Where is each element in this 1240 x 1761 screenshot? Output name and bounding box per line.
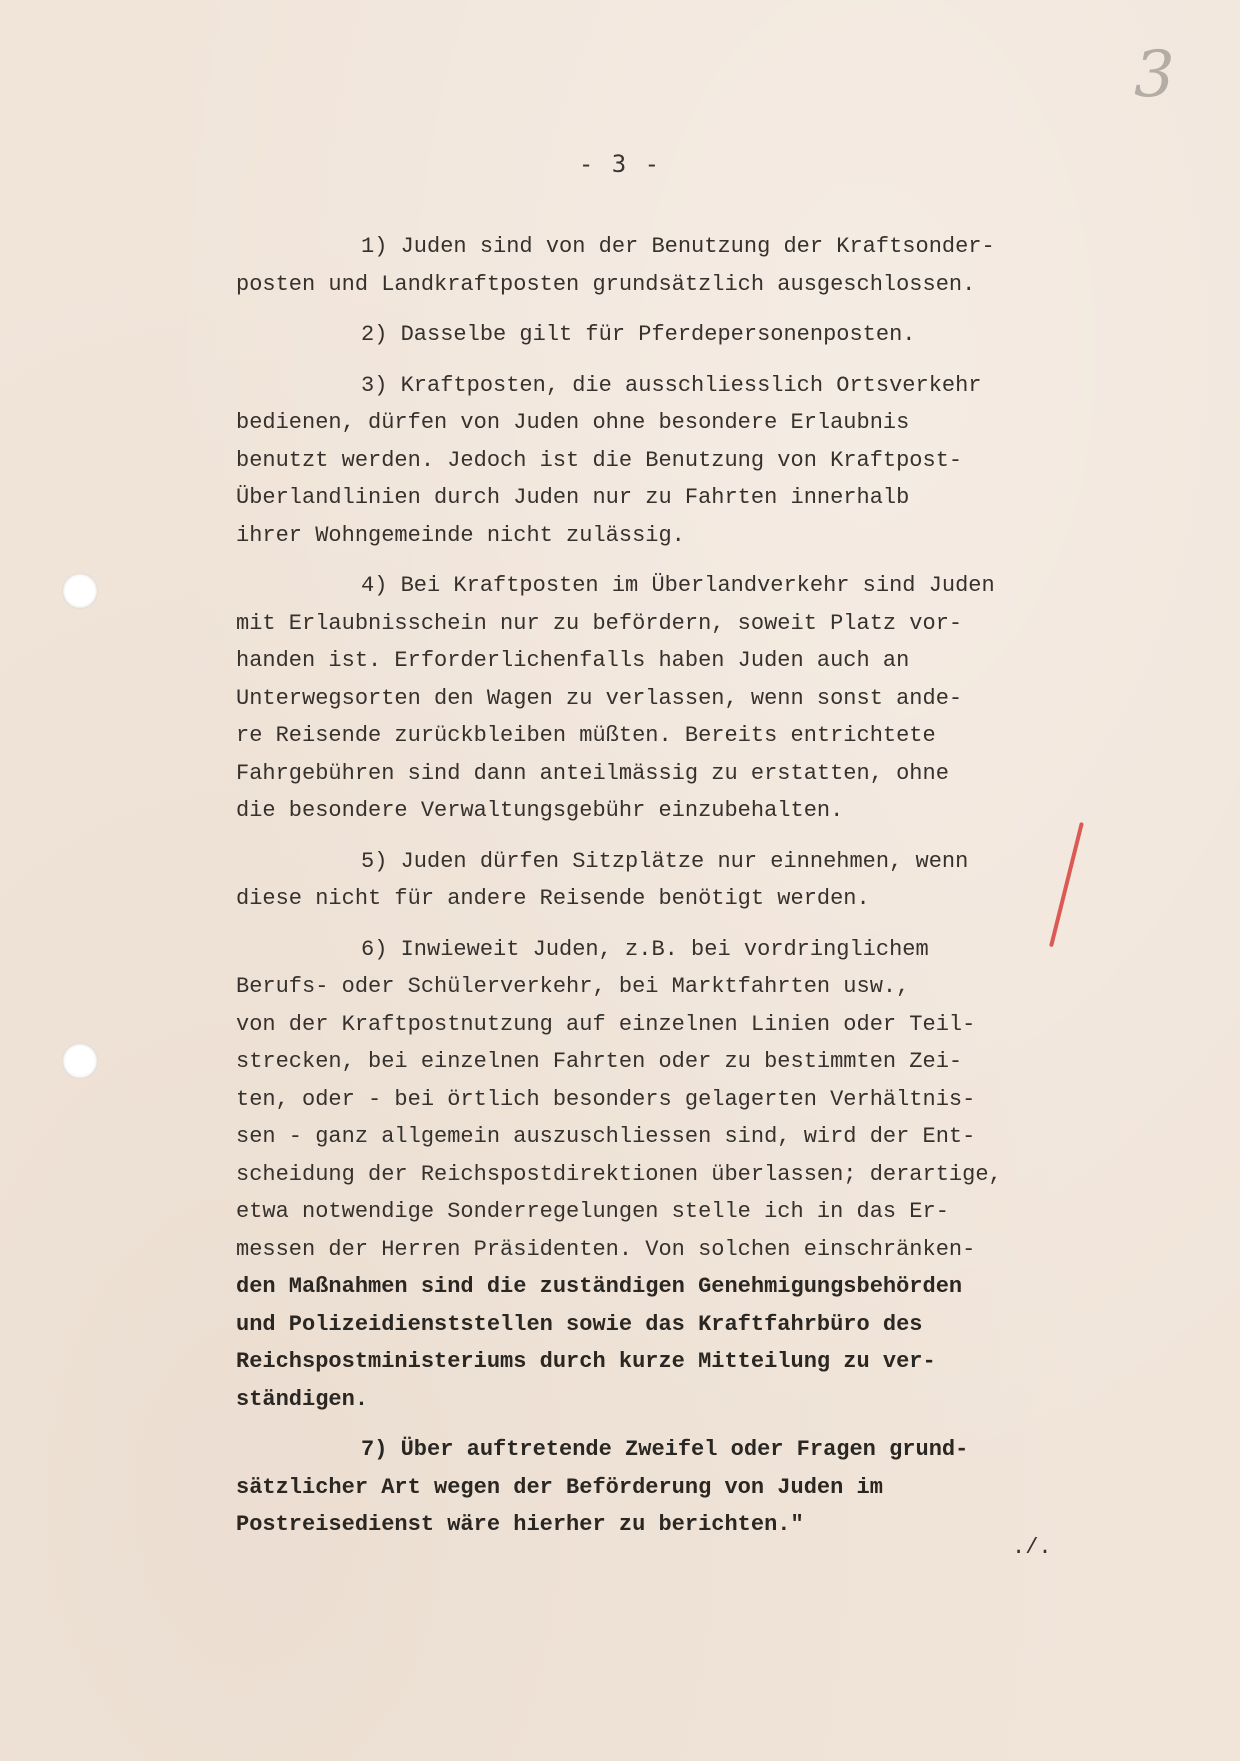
text-line: ihrer Wohngemeinde nicht zulässig.: [236, 522, 685, 548]
text-line: Fahrgebühren sind dann anteilmässig zu erstatten, ohne: [236, 760, 949, 786]
paragraph-6: [236, 931, 1136, 1419]
text-line: handen ist. Erforderlichenfalls haben Juden auch an: [236, 648, 910, 673]
paragraph-4: [236, 567, 1136, 830]
paragraph-2: [236, 316, 1136, 354]
text-line: 4) Bei Kraftposten im Überlandverkehr sind Juden: [361, 573, 995, 598]
text-line: strecken, bei einzelnen Fahrten oder zu bestimmten Zei-: [236, 1049, 963, 1074]
page-number: - 3 -: [578, 150, 662, 178]
end-mark: ./.: [1012, 1535, 1052, 1560]
text-line: 3) Kraftposten, die ausschliesslich Ortsverkehr: [361, 372, 982, 398]
text-line: bedienen, dürfen von Juden ohne besondere Erlaubnis: [236, 410, 910, 435]
text-line: 6) Inwieweit Juden, z.B. bei vordringlichem: [361, 936, 929, 962]
paragraph-1: [236, 228, 1136, 303]
text-line: messen der Herren Präsidenten. Von solchen einschränken-: [236, 1236, 976, 1262]
text-line: und Polizeidienststellen sowie das Kraftfahrbüro des: [236, 1311, 923, 1337]
paragraph-3: [236, 367, 1136, 555]
document-body: [236, 228, 1136, 1557]
text-line: 5) Juden dürfen Sitzplätze nur einnehmen, wenn: [361, 848, 969, 874]
text-line: scheidung der Reichspostdirektionen überlassen; derartige,: [236, 1161, 1002, 1187]
text-line: 2) Dasselbe gilt für Pferdepersonenposten.: [361, 322, 916, 347]
text-line: etwa notwendige Sonderregelungen stelle ich in das Er-: [236, 1199, 949, 1224]
text-line: sen - ganz allgemein auszuschliessen sind, wird der Ent-: [236, 1124, 976, 1149]
text-line: die besondere Verwaltungsgebühr einzubehalten.: [236, 798, 844, 823]
text-line: Berufs- oder Schülerverkehr, bei Marktfahrten usw.,: [236, 974, 910, 999]
text-line: ten, oder - bei örtlich besonders gelagerten Verhältnis-: [236, 1086, 976, 1112]
paragraph-5: [236, 843, 1136, 918]
text-line: benutzt werden. Jedoch ist die Benutzung von Kraftpost-: [236, 447, 963, 473]
text-line: Reichspostministeriums durch kurze Mitteilung zu ver-: [236, 1349, 936, 1374]
text-line: 7) Über auftretende Zweifel oder Fragen grund-: [361, 1437, 969, 1462]
punch-hole-top: [62, 573, 98, 609]
text-line: ständigen.: [236, 1386, 369, 1412]
handwritten-page-number: 3: [1134, 38, 1175, 112]
text-line: sätzlicher Art wegen der Beförderung von Juden im: [236, 1474, 883, 1500]
text-line: mit Erlaubnisschein nur zu befördern, soweit Platz vor-: [236, 610, 963, 636]
text-line: von der Kraftpostnutzung auf einzelnen Linien oder Teil-: [236, 1011, 976, 1037]
punch-hole-bottom: [62, 1043, 98, 1079]
text-line: posten und Landkraftposten grundsätzlich ausgeschlossen.: [236, 271, 976, 297]
text-line: Postreisedienst wäre hierher zu berichten.": [236, 1512, 804, 1537]
text-line: diese nicht für andere Reisende benötigt werden.: [236, 886, 870, 911]
text-line: Unterwegsorten den Wagen zu verlassen, wenn sonst ande-: [236, 685, 963, 711]
text-line: 1) Juden sind von der Benutzung der Kraftsonder-: [361, 234, 995, 259]
text-line: den Maßnahmen sind die zuständigen Genehmigungsbehörden: [236, 1274, 963, 1299]
paragraph-7: [236, 1431, 1136, 1544]
text-line: Überlandlinien durch Juden nur zu Fahrten innerhalb: [236, 485, 910, 510]
text-line: re Reisende zurückbleiben müßten. Bereits entrichtete: [236, 723, 936, 748]
